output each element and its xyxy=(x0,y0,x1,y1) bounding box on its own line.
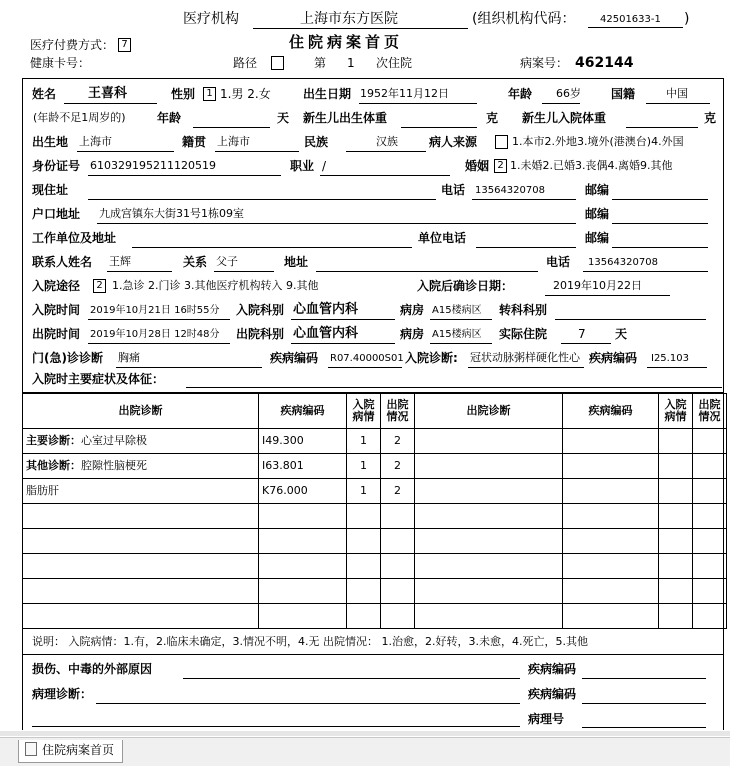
legend-note: 说明： 入院病情：1.有，2.临床未确定，3.情况不明，4.无 出院情况： 1.治愈，2.好转，3.未愈，4.死亡，5.其他 xyxy=(32,635,588,648)
pay-label: 医疗付费方式： xyxy=(30,38,115,52)
age-value[interactable]: 66岁 xyxy=(556,87,581,100)
record-no[interactable]: 462144 xyxy=(575,55,634,71)
relation-value[interactable]: 父子 xyxy=(216,255,238,268)
out-cond-cell[interactable]: 2 xyxy=(381,454,415,479)
nationality-label: 国籍 xyxy=(611,87,636,101)
diag-cell-r[interactable] xyxy=(415,429,563,454)
sex-options: 1.男 2.女 xyxy=(220,87,271,101)
symptoms-label: 入院时主要症状及体征： xyxy=(32,372,165,386)
table-row[interactable] xyxy=(23,579,727,604)
id-value[interactable]: 610329195211120519 xyxy=(90,159,216,172)
code-cell-r[interactable] xyxy=(563,429,659,454)
in-cond-cell[interactable] xyxy=(347,579,381,604)
table-row[interactable] xyxy=(23,454,727,479)
infant-age-unit: 天 xyxy=(277,111,290,125)
source-label: 病人来源 xyxy=(429,135,478,149)
route-label: 入院途径 xyxy=(32,279,81,293)
diag-cell-r[interactable] xyxy=(415,504,563,529)
contact-label: 联系人姓名 xyxy=(32,255,93,269)
injury-label: 损伤、中毒的外部原因 xyxy=(32,662,153,676)
occupation-label: 职业 xyxy=(290,159,315,173)
org-code-label: (组织机构代码： xyxy=(472,11,576,27)
opd-code-value[interactable]: R07.40000S01 xyxy=(330,353,404,364)
in-cond-cell-r[interactable] xyxy=(659,579,693,604)
horizontal-scrollbar[interactable] xyxy=(0,731,730,736)
injury-code-label: 疾病编码 xyxy=(528,662,577,676)
out-dept-label: 出院科别 xyxy=(236,327,285,341)
diag-cell-r[interactable] xyxy=(415,454,563,479)
infant-age-label: 年龄 xyxy=(157,111,182,125)
birthplace-value[interactable]: 上海市 xyxy=(79,135,112,148)
code-cell-r[interactable] xyxy=(563,454,659,479)
org-code[interactable]: 42501633-1 xyxy=(600,14,661,25)
diag-cell[interactable] xyxy=(23,554,259,579)
path-diag-label: 病理诊断： xyxy=(32,687,93,701)
table-row[interactable] xyxy=(23,554,727,579)
weight-unit-2: 克 xyxy=(704,111,717,125)
ward-value-2[interactable]: A15楼病区 xyxy=(432,329,482,340)
address-label: 现住址 xyxy=(32,183,69,197)
code-cell-r[interactable] xyxy=(563,504,659,529)
household-label: 户口地址 xyxy=(32,207,81,221)
code-cell-r[interactable] xyxy=(563,579,659,604)
household-value[interactable]: 九成宫镇东大街31号1栋09室 xyxy=(99,207,244,220)
diag-cell[interactable] xyxy=(23,479,259,504)
in-time-value[interactable]: 2019年10月21日 16时55分 xyxy=(90,305,220,316)
table-header-row xyxy=(23,394,727,429)
name-label: 姓名 xyxy=(32,87,57,101)
opd-diag-label: 门(急)诊诊断 xyxy=(32,351,103,365)
ward-label-2: 病房 xyxy=(400,327,425,341)
stay-value[interactable]: 7 xyxy=(578,327,586,341)
diag-cell-r[interactable] xyxy=(415,604,563,629)
code-cell-r[interactable] xyxy=(563,529,659,554)
diag-cell[interactable] xyxy=(23,429,259,454)
ward-label: 病房 xyxy=(400,303,425,317)
out-time-value[interactable]: 2019年10月28日 12时48分 xyxy=(90,329,220,340)
sex-box[interactable]: 1 xyxy=(203,87,216,101)
diag-value[interactable]: 脂肪肝 xyxy=(26,484,59,497)
out-cond-cell[interactable] xyxy=(381,604,415,629)
source-options: 1.本市2.外地3.境外(港澳台)4.外国 xyxy=(512,135,684,148)
in-cond-cell-r[interactable] xyxy=(659,479,693,504)
dob-value[interactable]: 1952年11月12日 xyxy=(360,87,449,100)
header-admit-condition: 入院病情 xyxy=(347,394,381,429)
transfer-label: 转科科别 xyxy=(499,303,548,317)
out-cond-cell[interactable]: 2 xyxy=(381,479,415,504)
discharge-diagnosis-table xyxy=(22,393,727,629)
out-cond-cell-r[interactable] xyxy=(693,429,727,454)
table-row[interactable] xyxy=(23,479,727,504)
phone-label: 电话 xyxy=(441,183,466,197)
header-discharge-status-2: 出院情况 xyxy=(693,394,727,429)
confirm-date-value[interactable]: 2019年10月22日 xyxy=(553,279,642,292)
admit-no[interactable]: 1 xyxy=(347,56,355,70)
out-cond-cell-r[interactable] xyxy=(693,604,727,629)
contact-phone-label: 电话 xyxy=(546,255,571,269)
diag-cell-r[interactable] xyxy=(415,579,563,604)
document-icon xyxy=(25,742,37,756)
path-code-label: 疾病编码 xyxy=(528,687,577,701)
code-cell[interactable] xyxy=(259,554,347,579)
code-cell[interactable] xyxy=(259,529,347,554)
in-cond-cell-r[interactable] xyxy=(659,604,693,629)
out-cond-cell[interactable] xyxy=(381,579,415,604)
other-diag-value[interactable]: 腔隙性脑梗死 xyxy=(81,459,147,472)
diag-cell-r[interactable] xyxy=(415,479,563,504)
org-name[interactable]: 上海市东方医院 xyxy=(300,11,398,27)
admit-diag-value[interactable]: 冠状动脉粥样硬化性心 xyxy=(470,351,580,364)
diag-cell[interactable] xyxy=(23,529,259,554)
path-no-label: 病理号 xyxy=(528,712,565,726)
route-options: 1.急诊 2.门诊 3.其他医疗机构转入 9.其他 xyxy=(112,279,319,292)
phone-value[interactable]: 13564320708 xyxy=(475,185,545,196)
opd-diag-value[interactable]: 胸痛 xyxy=(118,351,140,364)
in-cond-cell[interactable]: 1 xyxy=(347,429,381,454)
in-cond-cell[interactable]: 1 xyxy=(347,479,381,504)
out-cond-cell[interactable] xyxy=(381,529,415,554)
org-label: 医疗机构 xyxy=(183,11,239,27)
code-cell-r[interactable] xyxy=(563,554,659,579)
marital-label: 婚姻 xyxy=(465,159,490,173)
occupation-value[interactable]: / xyxy=(322,159,327,173)
infant-note: (年龄不足1周岁的) xyxy=(33,111,126,124)
newborn-birth-weight-label: 新生儿出生体重 xyxy=(303,111,388,125)
in-cond-cell-r[interactable] xyxy=(659,454,693,479)
table-row[interactable] xyxy=(23,504,727,529)
source-box[interactable] xyxy=(495,135,508,149)
diag-cell[interactable] xyxy=(23,579,259,604)
path-checkbox[interactable] xyxy=(271,56,284,70)
in-cond-cell-r[interactable] xyxy=(659,429,693,454)
in-cond-cell-r[interactable] xyxy=(659,529,693,554)
post-label-1: 邮编 xyxy=(585,183,610,197)
header-admit-condition-2: 入院病情 xyxy=(659,394,693,429)
out-time-label: 出院时间 xyxy=(32,327,81,341)
out-dept-value[interactable]: 心血管内科 xyxy=(293,326,359,341)
ethnicity-value[interactable]: 汉族 xyxy=(376,135,398,148)
birthplace-label: 出生地 xyxy=(32,135,69,149)
header-discharge-status: 出院情况 xyxy=(381,394,415,429)
table-row[interactable] xyxy=(23,529,727,554)
out-cond-cell[interactable] xyxy=(381,504,415,529)
in-cond-cell[interactable] xyxy=(347,554,381,579)
contact-phone-value[interactable]: 13564320708 xyxy=(588,257,658,268)
opd-code-label: 疾病编码 xyxy=(270,351,319,365)
dob-label: 出生日期 xyxy=(303,87,352,101)
code-cell[interactable] xyxy=(259,604,347,629)
diag-cell[interactable] xyxy=(23,604,259,629)
marital-box[interactable]: 2 xyxy=(494,159,507,173)
ward-value[interactable]: A15楼病区 xyxy=(432,305,482,316)
record-no-label: 病案号： xyxy=(520,56,569,70)
contact-address-label: 地址 xyxy=(284,255,309,269)
relation-label: 关系 xyxy=(183,255,208,269)
org-code-close: ) xyxy=(684,11,690,27)
in-cond-cell[interactable] xyxy=(347,529,381,554)
out-cond-cell[interactable]: 2 xyxy=(381,429,415,454)
nationality-value[interactable]: 中国 xyxy=(666,87,688,100)
native-label: 籍贯 xyxy=(182,135,207,149)
tab-label: 住院病案首页 xyxy=(42,743,115,757)
admit-code-value[interactable]: I25.103 xyxy=(651,353,689,364)
route-box[interactable]: 2 xyxy=(93,279,106,293)
confirm-date-label: 入院后确诊日期： xyxy=(417,279,514,293)
main-diag-label: 主要诊断： xyxy=(26,434,81,447)
admit-no-prefix: 第 xyxy=(314,56,327,70)
work-label: 工作单位及地址 xyxy=(32,231,117,245)
admit-code-label: 疾病编码 xyxy=(589,351,638,365)
code-cell-r[interactable] xyxy=(563,604,659,629)
ethnicity-label: 民族 xyxy=(304,135,329,149)
out-cond-cell-r[interactable] xyxy=(693,554,727,579)
diag-cell[interactable] xyxy=(23,504,259,529)
code-cell-r[interactable] xyxy=(563,479,659,504)
main-diag-value[interactable]: 心室过早除极 xyxy=(81,434,147,447)
header-disease-code: 疾病编码 xyxy=(259,394,347,429)
newborn-admit-weight-label: 新生儿入院体重 xyxy=(522,111,607,125)
work-phone-label: 单位电话 xyxy=(418,231,467,245)
in-cond-cell-r[interactable] xyxy=(659,504,693,529)
out-cond-cell-r[interactable] xyxy=(693,479,727,504)
in-cond-cell-r[interactable] xyxy=(659,554,693,579)
pay-value-box[interactable]: 7 xyxy=(118,38,131,52)
out-cond-cell[interactable] xyxy=(381,554,415,579)
code-cell[interactable]: I49.300 xyxy=(259,429,347,454)
admit-no-suffix: 次住院 xyxy=(376,56,413,70)
in-dept-value[interactable]: 心血管内科 xyxy=(293,302,359,317)
other-diag-label: 其他诊断： xyxy=(26,459,81,472)
header-discharge-diag-2: 出院诊断 xyxy=(415,394,563,429)
page-title: 住院病案首页 xyxy=(289,33,404,51)
post-label-3: 邮编 xyxy=(585,231,610,245)
stay-unit: 天 xyxy=(615,327,628,341)
in-dept-label: 入院科别 xyxy=(236,303,285,317)
in-cond-cell[interactable]: 1 xyxy=(347,454,381,479)
native-value[interactable]: 上海市 xyxy=(217,135,250,148)
sex-label: 性别 xyxy=(171,87,196,101)
stay-label: 实际住院 xyxy=(499,327,548,341)
out-cond-cell-r[interactable] xyxy=(693,529,727,554)
code-cell[interactable] xyxy=(259,504,347,529)
post-label-2: 邮编 xyxy=(585,207,610,221)
out-cond-cell-r[interactable] xyxy=(693,454,727,479)
name-value[interactable]: 王喜科 xyxy=(88,86,128,101)
header-discharge-diag: 出院诊断 xyxy=(23,394,259,429)
weight-unit-1: 克 xyxy=(486,111,499,125)
out-cond-cell-r[interactable] xyxy=(693,504,727,529)
code-cell[interactable]: I63.801 xyxy=(259,454,347,479)
code-cell[interactable]: K76.000 xyxy=(259,479,347,504)
health-card-label: 健康卡号： xyxy=(30,56,91,70)
diag-cell-r[interactable] xyxy=(415,529,563,554)
admit-diag-label: 入院诊断: xyxy=(405,351,458,365)
age-label: 年龄 xyxy=(508,87,533,101)
path-label: 路径 xyxy=(233,56,258,70)
in-cond-cell[interactable] xyxy=(347,504,381,529)
header-disease-code-2: 疾病编码 xyxy=(563,394,659,429)
contact-value[interactable]: 王辉 xyxy=(109,255,131,268)
in-time-label: 入院时间 xyxy=(32,303,81,317)
id-label: 身份证号 xyxy=(32,159,81,173)
table-row[interactable] xyxy=(23,604,727,629)
diag-cell-r[interactable] xyxy=(415,554,563,579)
out-cond-cell-r[interactable] xyxy=(693,579,727,604)
diag-cell[interactable] xyxy=(23,454,259,479)
tab-inpatient-record[interactable] xyxy=(18,740,123,763)
in-cond-cell[interactable] xyxy=(347,604,381,629)
marital-options: 1.未婚2.已婚3.丧偶4.离婚9.其他 xyxy=(510,159,673,172)
table-row[interactable] xyxy=(23,429,727,454)
code-cell[interactable] xyxy=(259,579,347,604)
